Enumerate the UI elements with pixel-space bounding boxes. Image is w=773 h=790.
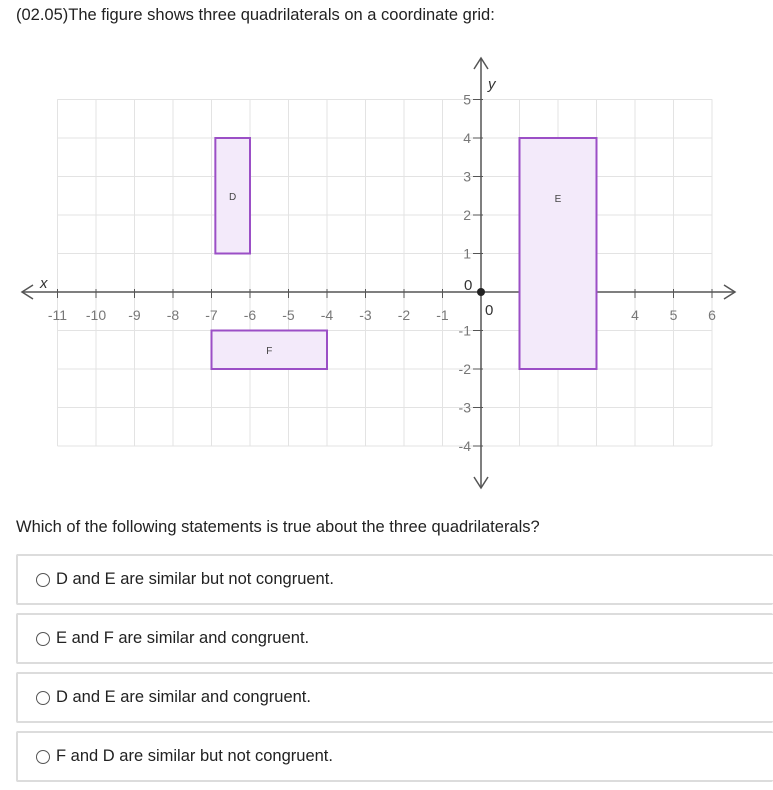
answer-options [16,554,773,790]
y-tick-label: 5 [463,91,471,108]
y-tick-label: 1 [463,245,471,262]
y-tick-label: -2 [458,361,471,377]
x-axis-label: x [40,275,48,292]
radio-button-icon[interactable] [36,691,50,705]
radio-button-icon[interactable] [36,632,50,646]
origin-point [477,288,485,296]
y-tick-label: 4 [463,130,471,146]
y-tick-label: -1 [458,322,471,339]
answer-option-4[interactable] [16,731,773,782]
answer-option-label: D and E are similar and congruent. [56,688,311,706]
answer-option-3[interactable] [16,672,773,723]
origin-label: 0 [464,277,473,294]
grid-lines [58,99,713,446]
x-tick-label: -10 [85,307,107,323]
x-tick-label: -1 [436,307,449,323]
y-tick-label: -4 [458,438,471,454]
origin-label: 0 [485,302,494,319]
y-tick-label: 2 [463,207,471,223]
x-tick-label: -6 [243,307,257,323]
question-prompt: Which of the following statements is true about the three quadrilaterals? [16,518,540,536]
x-tick-label: 4 [631,307,639,323]
answer-option-label: F and D are similar but not congruent. [56,747,333,765]
answer-option-label: D and E are similar but not congruent. [56,570,334,588]
x-tick-label: -8 [166,307,180,323]
question-text: (02.05)The figure shows three quadrilaterals on a coordinate grid: [16,6,495,24]
radio-button-icon[interactable] [36,750,50,764]
x-tick-label: -11 [47,307,68,323]
axes [22,58,735,488]
answer-option-label: E and F are similar and congruent. [56,629,310,647]
x-tick-label: -4 [320,307,334,323]
radio-button-icon[interactable] [36,573,50,587]
y-tick-label: 3 [463,168,471,185]
x-tick-label: 5 [669,307,678,323]
x-tick-label: -3 [359,307,372,323]
x-tick-label: 6 [708,307,716,323]
coordinate-grid [0,45,773,505]
quadrilateral-e [520,138,597,369]
quadrilateral-label: D [229,191,237,203]
tick-labels [39,76,716,454]
x-tick-label: -7 [205,307,218,323]
x-tick-label: -5 [282,307,295,323]
x-tick-label: -2 [397,307,411,323]
quadrilateral-label: E [554,194,562,205]
x-tick-label: -9 [128,307,141,323]
answer-option-1[interactable] [16,554,773,605]
y-tick-label: -3 [458,399,471,416]
quadrilateral-label: F [266,345,273,357]
answer-option-2[interactable] [16,613,773,664]
y-axis-label: y [488,76,496,93]
